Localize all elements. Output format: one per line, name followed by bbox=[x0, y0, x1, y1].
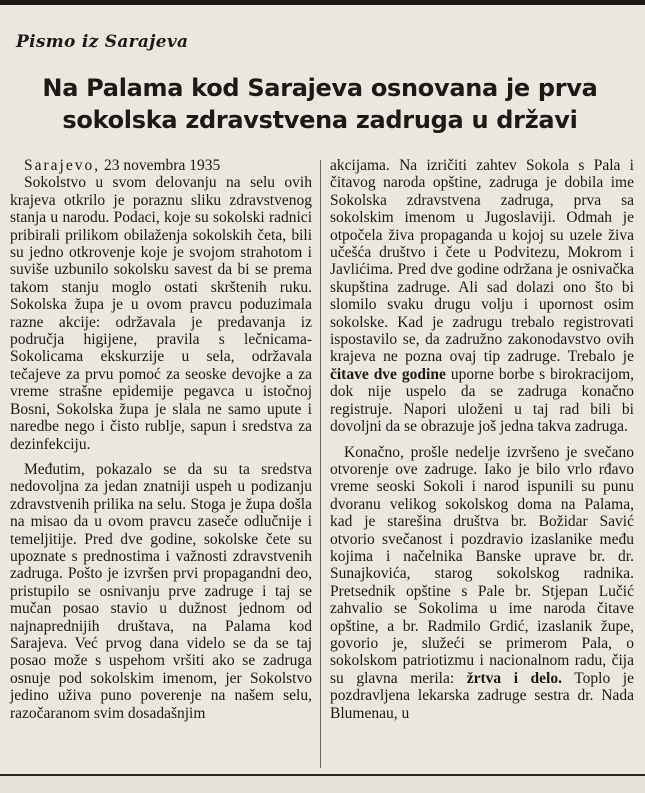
article-paragraph: Međutim, pokazalo se da su ta sredstva nedovoljna za jedan znatniji uspeh u podizanju zdravstvenih prilika na selu. Stoga je župa došla na misao da u ovom pravcu zaseče odlučnije i temeljitije. Pred dve godine, sokolske čete su upoznate s prednostima i važnosti zdravstvenih zadruga. Pošto je izvršen prvi propagandni deo, pristupilo se osnivanju prve zadruge i taj se mučan posao stavio u dužnost jednom od najnaprednijih društava, na Palama kod Sarajeva. Već prvog dana videlo se da se taj posao može s uspehom vršiti ako se zadruga osnuje pod sokolskim imenom, jer Sokolstvo jedino uživa puno poverenje na našem selu, razočaranom svim dosadašnjim bbox=[10, 460, 312, 722]
paragraph-text: uporne borbe s birokracijom, dok nije uspelo da se zadruga konačno registruje. Napori uloženi u taj rad bili bi dovoljni da se obrazuje još jedna takva zadruga. bbox=[330, 365, 635, 436]
paragraph-text: akcijama. Na izričiti zahtev Sokola s Pala i čitavog naroda opštine, zadruga je dobila ime Sokolska zdravstvena zadruga, prva sa sokolskim imenom u Jugoslaviji. Odmah je otpočela živa propaganda u kojoj su uzele živa učešća društvo i čete u Podvitezu, Mokrom i Javlićima. Pred dve godine održana je osnivačka skupština zadruge. Ali sad dolazi ono što bi slomilo svaku drugu volju i upornost osim sokolske. Kad je zadrugu trebalo registrovati ispostavilo se, da zadružno zakonodavstvo ovih krajeva ne pozna ovaj tip zadruge. Trebalo je bbox=[330, 157, 634, 366]
emphasis-text: čitave dve godine bbox=[330, 365, 446, 383]
emphasis-text: žrtva i delo. bbox=[466, 669, 562, 687]
article-headline: Na Palama kod Sarajeva osnovana je prva sokolska zdravstvena zadruga u državi bbox=[42, 74, 598, 134]
column-divider bbox=[320, 160, 321, 768]
article-paragraph bbox=[10, 157, 312, 174]
top-border-rule bbox=[0, 0, 645, 5]
article-column-right bbox=[330, 157, 634, 722]
article-paragraph: Sokolstvo u svom delovanju na selu ovih krajeva otkrilo je poraznu sliku zdravstvenog stanja u narodu. Podaci, koje su sokolski radnici pribirali prilikom obilaženja sokolskih četa, bili su jedno otkrovenje koje je svojom strahotom i suviše uzbunilo sokolsku savest da bi se prema takom stanju moglo ostati skrštenih ruku. Sokolska župa je u ovom pravcu poduzimala razne akcije: održavala je predavanja iz područja higijene, pravila s lečnicama-Sokolicama ekskurzije u sela, održavala tečajeve za prvu pomoć za seoske devojke a za vreme strašne epidemije pegavca u istočnoj Bosni, Sokolska župa je slala ne samo upute i naredbe nego i čisto rublje, sapun i sredstva za dezinfekciju. bbox=[10, 174, 312, 453]
article-column-left bbox=[10, 157, 312, 722]
paragraph-text: Toplo je pozdravljena lekarska zadruge sestra dr. Nada Blumenau, u bbox=[330, 669, 634, 722]
section-label: Pismo iz Sarajeva bbox=[16, 32, 189, 52]
article-paragraph bbox=[330, 157, 634, 436]
bottom-border-rule bbox=[0, 774, 645, 793]
paragraph-text: Konačno, prošle nedelje izvršeno je svečano otvorenje ove zadruge. Iako je bilo vrlo rđavo vreme seoski Sokoli i narod ispunili su punu dvoranu velikog sokolskog doma na Palama, kad je starešina društva br. Božidar Savić otvorio svečanost i pozdravio izaslanike među kojima i načelnika Banske uprave br. dr. Sunajkovića, starog sokolskog radnika. Pretsednik opštine s Pale br. Stjepan Lučić zahvalio se Sokolima u ime naroda čitave opštine, a br. Radmilo Grdić, izaslanik župe, govorio je, služeći se primerom Pala, o sokolskom patriotizmu i nacionalnom radu, čija su glavna merila: bbox=[330, 443, 634, 687]
article-paragraph bbox=[330, 444, 634, 723]
dateline-place: Sarajevo, bbox=[24, 157, 101, 174]
dateline-date: 23 novembra 1935 bbox=[103, 157, 221, 174]
